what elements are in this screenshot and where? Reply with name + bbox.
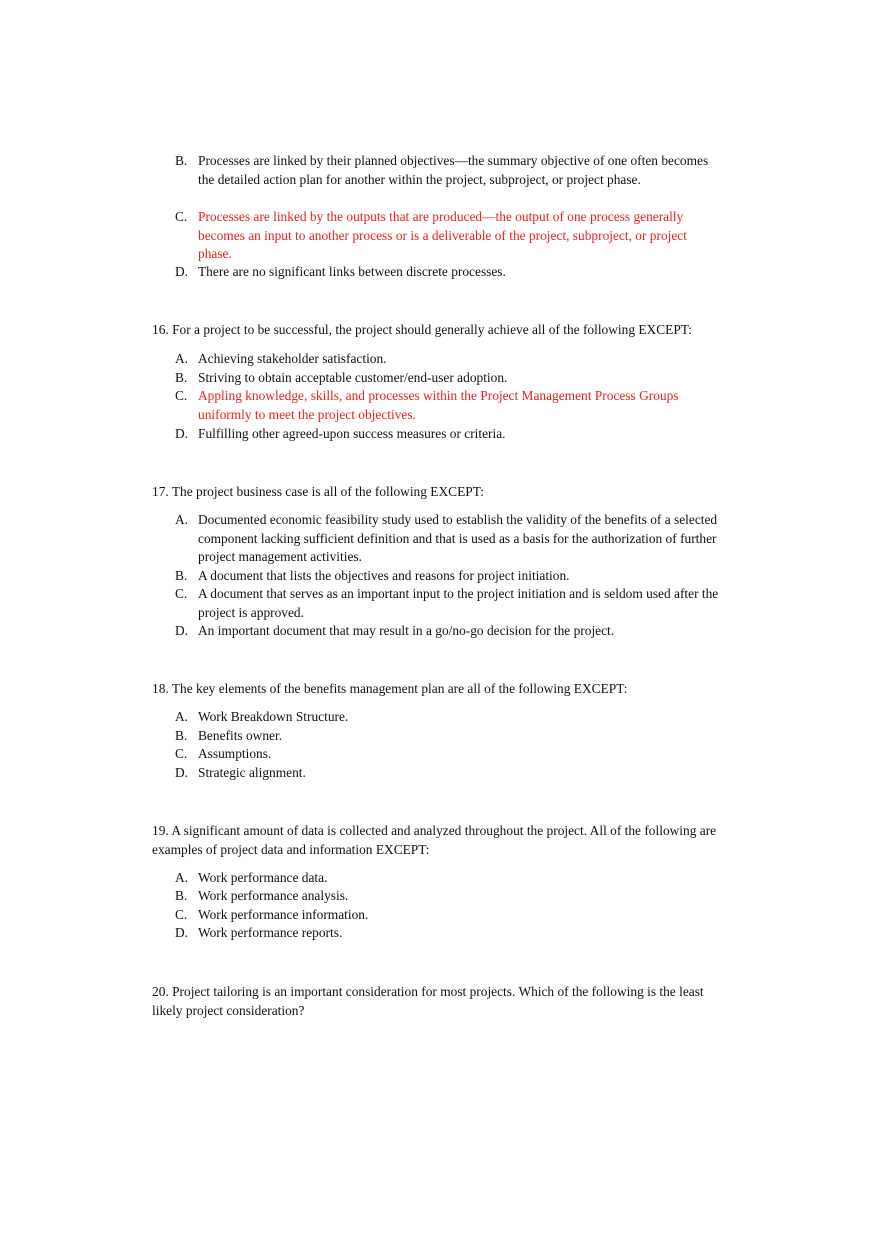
option-letter: A. bbox=[175, 709, 189, 724]
option-letter: C. bbox=[175, 388, 188, 403]
option-text: An important document that may result in a go/no-go decision for the project. bbox=[198, 623, 615, 638]
option-letter: B. bbox=[175, 153, 188, 168]
q19-option-c bbox=[175, 906, 720, 925]
option-text: Work performance information. bbox=[198, 907, 369, 922]
option-text: Work performance data. bbox=[198, 870, 328, 885]
option-letter: D. bbox=[175, 426, 189, 441]
q17-question: 17. The project business case is all of the following EXCEPT: bbox=[152, 484, 484, 499]
option-text-correct: Appling knowledge, skills, and processes within the Project Management Process Groups uniformly to meet the project objectives. bbox=[198, 388, 679, 422]
option-text: There are no significant links between discrete processes. bbox=[198, 264, 506, 279]
option-text: Work performance analysis. bbox=[198, 888, 349, 903]
option-text: Benefits owner. bbox=[198, 728, 283, 743]
q18-option-d bbox=[175, 764, 720, 783]
q16-option-a bbox=[175, 350, 720, 369]
option-letter: D. bbox=[175, 264, 189, 279]
option-letter: C. bbox=[175, 586, 188, 601]
option-letter: B. bbox=[175, 728, 188, 743]
option-letter: A. bbox=[175, 351, 189, 366]
option-text: Achieving stakeholder satisfaction. bbox=[198, 351, 387, 366]
q17-option-c bbox=[175, 585, 720, 622]
option-text: Work performance reports. bbox=[198, 925, 343, 940]
q17-option-a bbox=[175, 511, 720, 567]
option-text: Processes are linked by their planned objectives—the summary objective of one often becomes the detailed action plan for another within the project, subproject, or project phase. bbox=[198, 153, 709, 187]
option-letter: D. bbox=[175, 925, 189, 940]
option-text: Assumptions. bbox=[198, 746, 272, 761]
option-text: A document that serves as an important input to the project initiation and is seldom used after the project is approved. bbox=[198, 586, 719, 620]
option-letter: A. bbox=[175, 870, 189, 885]
option-text: Striving to obtain acceptable customer/end-user adoption. bbox=[198, 370, 508, 385]
q18-question: 18. The key elements of the benefits management plan are all of the following EXCEPT: bbox=[152, 681, 628, 696]
option-letter: D. bbox=[175, 765, 189, 780]
q19-option-d bbox=[175, 924, 720, 943]
q16-option-d bbox=[175, 425, 720, 444]
q18-option-a bbox=[175, 708, 720, 727]
option-letter: B. bbox=[175, 888, 188, 903]
option-letter: A. bbox=[175, 512, 189, 527]
q19-option-b bbox=[175, 887, 720, 906]
option-letter: C. bbox=[175, 209, 188, 224]
q15-option-d bbox=[175, 263, 720, 282]
option-text: Documented economic feasibility study used to establish the validity of the benefits of a selected component lacking sufficient definition and that is used as a basis for the authorization of further project management activities. bbox=[198, 512, 718, 564]
option-text: Fulfilling other agreed-upon success measures or criteria. bbox=[198, 426, 506, 441]
option-text: Work Breakdown Structure. bbox=[198, 709, 349, 724]
option-letter: B. bbox=[175, 568, 188, 583]
q15-option-b bbox=[175, 152, 720, 189]
q16-option-b bbox=[175, 369, 720, 388]
q17-option-d bbox=[175, 622, 720, 641]
option-letter: C. bbox=[175, 746, 188, 761]
q15-option-c bbox=[175, 208, 720, 264]
q17-option-b bbox=[175, 567, 720, 586]
option-text: A document that lists the objectives and reasons for project initiation. bbox=[198, 568, 570, 583]
option-letter: C. bbox=[175, 907, 188, 922]
option-text: Strategic alignment. bbox=[198, 765, 306, 780]
q20-question: 20. Project tailoring is an important consideration for most projects. Which of the following is the least likely project consideration? bbox=[152, 984, 704, 1018]
option-letter: B. bbox=[175, 370, 188, 385]
q19-question: 19. A significant amount of data is collected and analyzed throughout the project. All of the following are examples of project data and information EXCEPT: bbox=[152, 823, 717, 857]
option-text-correct: Processes are linked by the outputs that are produced—the output of one process generally becomes an input to another process or is a deliverable of the project, subproject, or project phase. bbox=[198, 209, 687, 261]
q16-option-c bbox=[175, 387, 720, 424]
q18-option-b bbox=[175, 727, 720, 746]
q19-option-a bbox=[175, 869, 720, 888]
q18-option-c bbox=[175, 745, 720, 764]
q16-question: 16. For a project to be successful, the project should generally achieve all of the following EXCEPT: bbox=[152, 322, 693, 337]
option-letter: D. bbox=[175, 623, 189, 638]
